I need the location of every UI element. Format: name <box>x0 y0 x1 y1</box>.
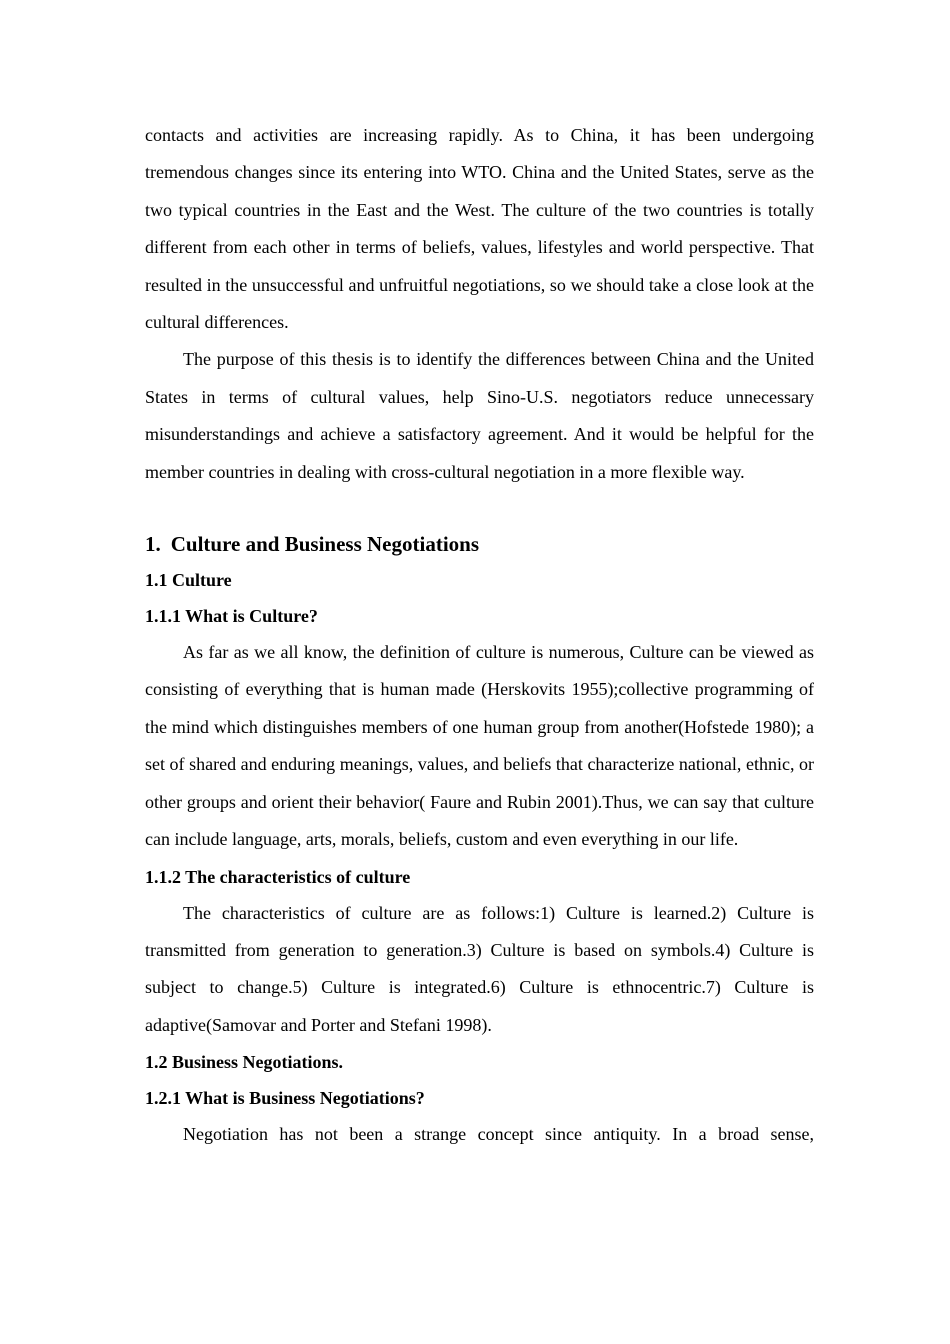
what-is-culture-paragraph: As far as we all know, the definition of culture is numerous, Culture can be viewed as consisting of everything that is human made (Herskovits 1955);collective programming of the mind which distinguishes members of one human group from another(Hofstede 1980); a set of shared and enduring meanings, values, and beliefs that characterize national, ethnic, or other groups and orient their behavior( Faure and Rubin 2001).Thus, we can say that culture can include language, arts, morals, beliefs, custom and even everything in our life. <box>145 642 814 850</box>
culture-characteristics-paragraph: The characteristics of culture are as follows:1) Culture is learned.2) Culture is transmitted from generation to generation.3) Culture is based on symbols.4) Culture is subject to change.5) Culture is integrated.6) Culture is ethnocentric.7) Culture is adaptive(Samovar and Porter and Stefani 1998). <box>145 902 814 1035</box>
heading-1-1-2: 1.1.2 The characteristics of culture <box>145 866 411 887</box>
heading-1-2-1: 1.2.1 What is Business Negotiations? <box>145 1088 425 1109</box>
section-1-number: 1. <box>145 532 161 557</box>
negotiation-paragraph: Negotiation has not been a strange concept since antiquity. In a broad sense, <box>183 1124 814 1145</box>
heading-1-2: 1.2 Business Negotiations. <box>145 1052 344 1073</box>
section-1-heading <box>145 526 814 562</box>
section-1-title: Culture and Business Negotiations <box>170 532 480 557</box>
heading-1-1-1: 1.1.1 What is Culture? <box>145 606 318 627</box>
intro-continuation-paragraph: contacts and activities are increasing rapidly. As to China, it has been undergoing tremendous changes since its entering into WTO. China and the United States, serve as the two typical countries in the East and the West. The culture of the two countries is totally different from each other in terms of beliefs, values, lifestyles and world perspective. That resulted in the unsuccessful and unfruitful negotiations, so we should take a close look at the cultural differences. <box>145 125 814 333</box>
purpose-paragraph: The purpose of this thesis is to identify the differences between China and the United States in terms of cultural values, help Sino-U.S. negotiators reduce unnecessary misunderstandings and achieve a satisfactory agreement. And it would be helpful for the member countries in dealing with cross-cultural negotiation in a more flexible way. <box>145 349 814 482</box>
heading-1-1: 1.1 Culture <box>145 570 232 591</box>
document-page <box>145 117 814 1154</box>
